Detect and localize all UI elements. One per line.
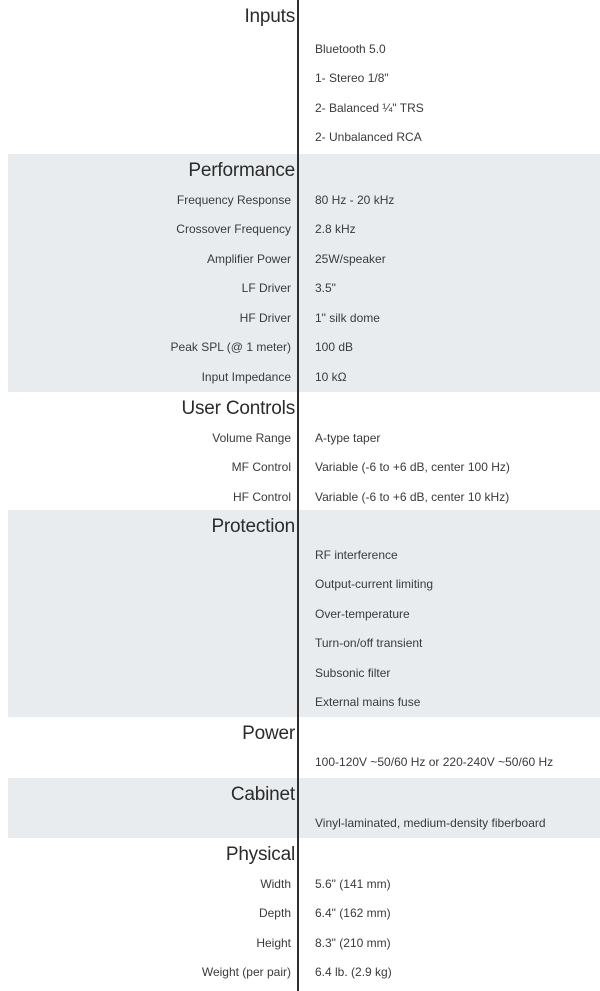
spec-value: Variable (-6 to +6 dB, center 100 Hz): [315, 460, 510, 474]
section-user-controls: [8, 392, 600, 510]
spec-row: [8, 363, 600, 392]
spec-value: Over-temperature: [315, 607, 410, 621]
spec-value: 1" silk dome: [315, 311, 380, 325]
spec-label: Crossover Frequency: [176, 222, 291, 236]
spec-value: 5.6" (141 mm): [315, 877, 391, 891]
spec-label: MF Control: [231, 460, 291, 474]
spec-value: 25W/speaker: [315, 252, 386, 266]
section-title: Inputs: [244, 6, 295, 27]
section-title: User Controls: [181, 398, 295, 419]
spec-value: 2- Balanced ¼" TRS: [315, 101, 424, 115]
spec-row: [8, 304, 600, 333]
spec-value: 10 kΩ: [315, 370, 347, 384]
spec-row: [8, 870, 600, 899]
spec-value: Turn-on/off transient: [315, 636, 423, 650]
spec-label: Depth: [258, 906, 291, 920]
spec-value: RF interference: [315, 548, 398, 562]
spec-label: HF Control: [232, 490, 291, 504]
spec-value: 8.3" (210 mm): [315, 936, 391, 950]
spec-value: 3.5": [315, 281, 336, 295]
section-title: Physical: [225, 844, 295, 865]
spec-row: [8, 688, 600, 717]
spec-row: [8, 809, 600, 838]
column-divider: [297, 0, 299, 991]
spec-row: [8, 123, 600, 152]
spec-row: [8, 333, 600, 362]
spec-label: Frequency Response: [176, 193, 291, 207]
spec-value: External mains fuse: [315, 695, 421, 709]
spec-value: 2- Unbalanced RCA: [315, 130, 422, 144]
section-title: Performance: [188, 160, 295, 181]
section-title: Cabinet: [230, 784, 295, 805]
spec-value: A-type taper: [315, 431, 381, 445]
spec-label: HF Driver: [239, 311, 291, 325]
spec-value: 100-120V ~50/60 Hz or 220-240V ~50/60 Hz: [315, 755, 554, 769]
spec-value: 2.8 kHz: [315, 222, 356, 236]
spec-value: 6.4" (162 mm): [315, 906, 391, 920]
spec-value: Variable (-6 to +6 dB, center 10 kHz): [315, 490, 510, 504]
spec-row: [8, 600, 600, 629]
section-title: Protection: [211, 516, 295, 537]
spec-row: [8, 958, 600, 987]
section-performance: [8, 154, 600, 392]
spec-value: 6.4 lb. (2.9 kg): [315, 965, 392, 979]
section-title: Power: [242, 723, 295, 744]
spec-row: [8, 453, 600, 482]
spec-row: [8, 748, 600, 777]
spec-value: Output-current limiting: [315, 577, 434, 591]
spec-label: Weight (per pair): [201, 965, 291, 979]
section-power: [8, 717, 600, 777]
spec-label: Volume Range: [212, 431, 291, 445]
spec-row: [8, 929, 600, 958]
section-inputs: [8, 0, 600, 153]
spec-label: LF Driver: [241, 281, 291, 295]
section-cabinet: [8, 778, 600, 838]
spec-row: [8, 186, 600, 215]
spec-row: [8, 570, 600, 599]
spec-value: 1- Stereo 1/8": [315, 71, 389, 85]
spec-value: 100 dB: [315, 340, 354, 354]
spec-value: Bluetooth 5.0: [315, 42, 386, 56]
spec-value: Vinyl-laminated, medium-density fiberboard: [315, 816, 546, 830]
spec-label: Width: [260, 877, 291, 891]
spec-row: [8, 64, 600, 93]
spec-row: [8, 215, 600, 244]
spec-row: [8, 541, 600, 570]
spec-row: [8, 659, 600, 688]
section-physical: [8, 838, 600, 991]
spec-row: [8, 274, 600, 303]
spec-label: Input Impedance: [201, 370, 291, 384]
spec-value: Subsonic filter: [315, 666, 391, 680]
spec-row: [8, 94, 600, 123]
spec-label: Peak SPL (@ 1 meter): [170, 340, 291, 354]
spec-row: [8, 35, 600, 64]
spec-value: 80 Hz - 20 kHz: [315, 193, 395, 207]
spec-label: Amplifier Power: [206, 252, 291, 266]
spec-row: [8, 245, 600, 274]
spec-row: [8, 899, 600, 928]
section-protection: [8, 510, 600, 717]
spec-row: [8, 629, 600, 658]
spec-row: [8, 424, 600, 453]
spec-label: Height: [256, 936, 291, 950]
spec-row: [8, 483, 600, 512]
